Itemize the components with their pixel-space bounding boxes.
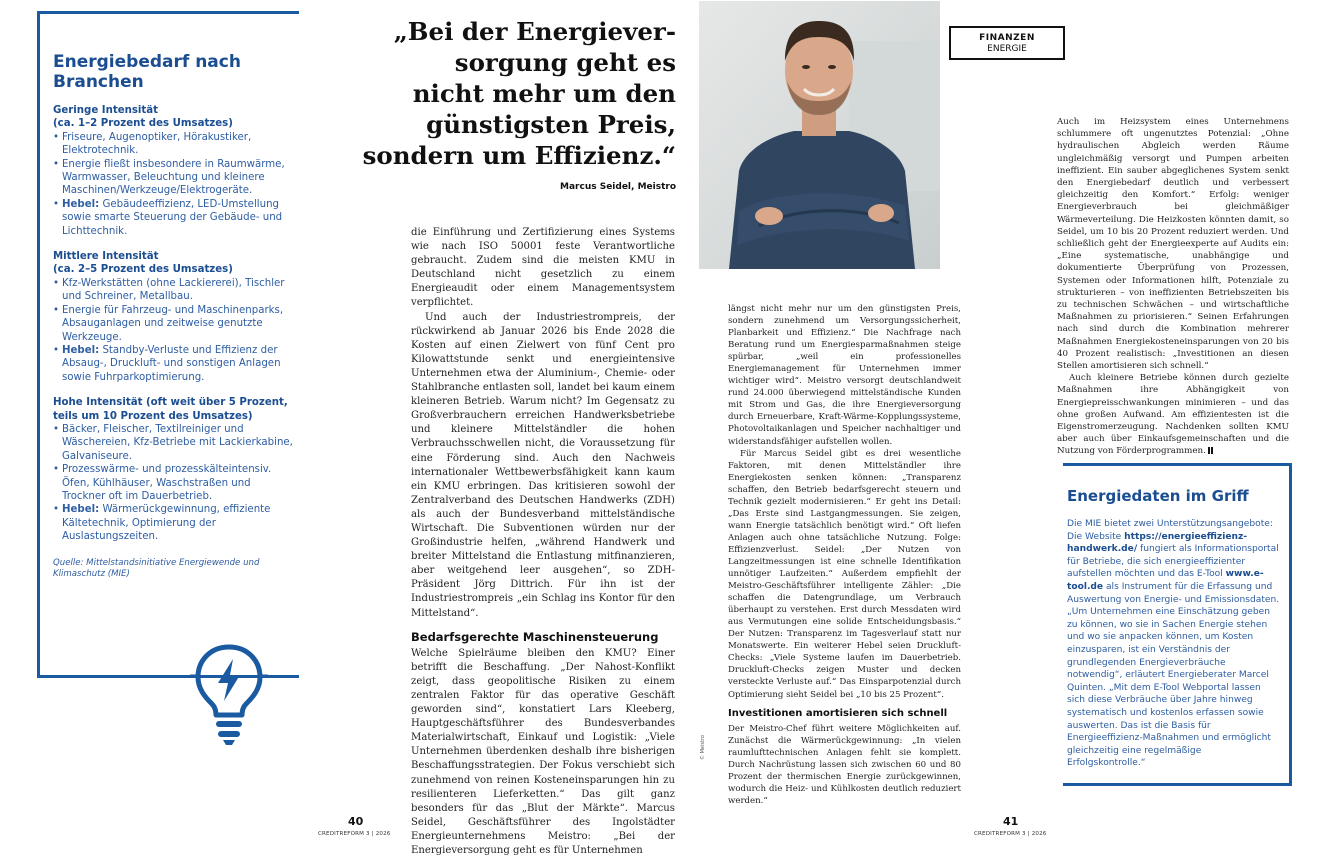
rubric-subcategory: ENERGIE: [987, 44, 1027, 54]
article-column-3: [1057, 116, 1289, 458]
info-box: [1067, 486, 1281, 770]
subheading: Investitionen amortisieren sich schnell: [728, 707, 948, 719]
paragraph: Und auch der Industriestrompreis, der rückwirkend ab Januar 2026 bis Ende 2028 die Kosten auf einen Zielwert von fünf Cent pro Kilowattstunde senkt und energieintensive Unternehmen etwa der Aluminium-, Chemie- oder Stahlbranche entlasten soll, landet bei kaum einem kleineren Betrieb. Warum nicht? Im Gegensatz zu Großverbrauchern erreichen Handwerksbetriebe und kleinere Mittelständler die hohen Verbrauchsschwellen nicht, die Voraussetzung für eine Förderung sind. Auch den Nachweis internationaler Wettbewerbsfähigkeit kann kaum ein KMU erbringen. Das kritisieren sowohl der Zentralverband des Deutschen Handwerks (ZDH) als auch der Bundesverband mittelständische Wirtschaft. Die Subventionen würden nur der Großindustrie helfen, „während Handwerk und breiter Mittelstand die Entlastung mitfinanzieren, aber weitgehend leer ausgehen“, so ZDH-Präsident Jörg Dittrich. Für ihn ist der Industriestrompreis „ein Schlag ins Kontor für den Mittelstand“.: [411, 311, 675, 619]
portrait-photo: [699, 1, 940, 269]
list-item: [53, 198, 293, 238]
sidebar-heading-line: Mittlere Intensität: [53, 251, 159, 263]
list-item: [53, 304, 293, 344]
info-box-text: [1067, 518, 1281, 770]
paragraph: Für Marcus Seidel gibt es drei wesentliche Faktoren, mit denen Mittelständler ihre Energiekosten senken können: „Transparenz schaffen, den Betrieb bedarfsgerecht steuern und Technik gezielt modernisieren.“ Er geht ins Detail: „Das Erste sind Lastgangmessungen. Sie zeigen, wann Energie tatsächlich benötigt wird.“ Oft liefen Anlagen auch ohne tatsächliche Nutzung. Folge: Effizienzverlust. Seidel: „Der Nutzen von Langzeitmessungen ist eine schnelle Identifikation unnötiger Laufzeiten.“ Außerdem empfiehlt der Meistro-Geschäftsführer intelligente Zähler: „Die schaffen die Datengrundlage, um Verbrauch überhaupt zu verstehen. Erst durch Messdaten wird aus Vermutungen eine solide Entscheidungsbasis.“ Der Nutzen: Transparenz im Tagesverlauf statt nur Monatswerte. Ein weiterer Hebel seien Druckluft-Checks: „Viele Systeme laufen im Dauerbetrieb. Druckluft-Checks zeigen Muster und decken versteckte Verluste auf.“ Das Einsparpotenzial durch Optimierung sieht Seidel bei „10 bis 25 Prozent“.: [728, 448, 961, 700]
list-item-text: Gebäudeeffizienz, LED-Umstellung sowie smarte Steuerung der Gebäude- und Lichttechnik.: [62, 198, 283, 237]
section-rubric: [949, 26, 1065, 60]
list-item: [53, 423, 293, 463]
sidebar-heading-line: Hohe Intensität (oft weit über 5 Prozent,: [53, 397, 288, 409]
list-item-lead: Hebel:: [62, 504, 100, 516]
list-item: [53, 277, 293, 304]
headline-line: nicht mehr um den: [412, 79, 676, 108]
quote-author: Marcus Seidel, Meistro: [560, 182, 676, 192]
info-text: Die MIE bietet zwei Unterstützungsangebote: Die Website: [1067, 519, 1273, 542]
paragraph-text: Auch kleinere Betriebe können durch gezielte Maßnahmen ihre Abhängigkeit von Energiepreisschwankungen minimieren – und das ohne großen Aufwand. Am effizientesten ist die Eigenstromerzeugung. Nachdenken sollten KMU aber auch über Einkaufsgemeinschaften und die Nutzung von Förderprogrammen.: [1057, 373, 1289, 457]
headline-line: günstigsten Preis,: [426, 110, 676, 139]
sidebar-section-heading: [53, 250, 293, 277]
sidebar-title: Energiebedarf nach Branchen: [53, 52, 241, 92]
sidebar-section-heading: [53, 396, 293, 423]
sidebar-heading-line: teils um 10 Prozent des Umsatzes): [53, 410, 253, 422]
sidebar-source: Quelle: Mittelstandsinitiative Energiewende und Klimaschutz (MIE): [53, 557, 260, 579]
sidebar-list: [53, 131, 293, 238]
list-item: [53, 131, 293, 158]
page-number-right: 41: [1003, 815, 1019, 828]
sidebar-list: [53, 423, 293, 544]
paragraph: die Einführung und Zertifizierung eines Systems wie nach ISO 50001 feste Verantwortliche gebraucht. Zudem sind die meisten KMU in Deutschland nicht gesetzlich zu einem Energieaudit oder einem Managementsystem verpflichtet.: [411, 227, 675, 309]
info-text: fungiert als Informationsportal für Betriebe, die sich energieeffizienter aufstellen möchten und das E-Tool: [1067, 544, 1279, 580]
paragraph: Welche Spielräume bleiben den KMU? Einer betrifft die Beschaffung. „Der Nahost-Konflikt zeigt, dass geopolitische Risiken zu einem zentralen Faktor für das operative Geschäft geworden sind“, konstatiert Lars Kleeberg, Hauptgeschäftsführer des Bundesverbandes Materialwirtschaft, Einkauf und Logistik: „Viele Unternehmen überdenken deshalb ihre bisherigen Beschaffungsstrategien. Der Fokus verschiebt sich zunehmend von reinen Kosteneinsparungen hin zu resilienteren Lieferketten.“ Das gilt ganz besonders für das „Blut der Märkte“. Marcus Seidel, Geschäftsführer des Ingolstädter Energieunternehmens Meistro: „Bei der Energieversorgung geht es für Unternehmen: [411, 647, 675, 857]
photo-credit: © Meistro: [700, 735, 706, 760]
info-box-title: Energiedaten im Griff: [1067, 487, 1249, 505]
subheading: Bedarfsgerechte Maschinensteuerung: [411, 629, 659, 644]
list-item-text: Prozesswärme- und prozesskälteintensiv. Öfen, Kühlhäuser, Waschstraßen und Trockner oft im Dauerbetrieb.: [62, 464, 272, 502]
paragraph: Auch im Heizsystem eines Unternehmens schlummere oft ungenutztes Potenzial: „Ohne hydraulischen Abgleich werden Räume ungleichmäßig versorgt und Pumpen arbeiten ineffizient. Ein sauber abgeglichenes System senkt den Energiebedarf deutlich und verbessert gleichzeitig den Komfort.“ Erfolg: weniger Energieverbrauch bei gleichmäßiger Wärmeverteilung. Die Heizkosten könnten damit, so Seidel, um 10 bis 20 Prozent reduziert werden. Und schließlich geht der Energieexperte auf Audits ein: „Eine systematische, unabhängige und dokumentierte Überprüfung von Prozessen, Systemen oder Informationen hilft, Potenziale zu strukturieren – von ineffizienten Betriebszeiten bis zu technischen Schwächen – und wirtschaftliche Maßnahmen zu priorisieren.“ Seinen Erfahrungen nach sind durch die Kombination mehrerer Maßnahmen Energiekosteneinsparungen von 20 bis 40 Prozent realistisch: „Investitionen an diesen Stellen amortisieren sich schnell.“: [1057, 117, 1289, 372]
rubric-category: FINANZEN: [979, 33, 1035, 43]
website-link[interactable]: https://energieeffizienz-handwerk.de/: [1067, 531, 1248, 555]
article-column-2: [728, 303, 961, 807]
list-item-text: Energie fließt insbesondere in Raumwärme, Warmwasser, Beleuchtung und kleinere Maschinen/Werkzeuge/Elektrogeräte.: [62, 158, 285, 197]
paragraph: längst nicht mehr nur um den günstigsten Preis, sondern zunehmend um Versorgungssicherheit, Planbarkeit und Effizienz.“ Die Nachfrage nach Beratung rund um Energiesparmaßnahmen steige spürbar, „weil ein professionelles Energiemanagement für Unternehmen immer wichtiger wird“. Meistro versorgt deutschlandweit rund 24.000 überwiegend mittelständische Kunden mit Strom und Gas, die ihre Energieversorgung durch Erneuerbare, Kraft-Wärme-Kopplungssysteme, Photovoltaikanlagen und Speicher nachhaltiger und widerstandsfähiger aufstellen wollen.: [728, 304, 961, 447]
list-item: [53, 344, 293, 384]
end-mark-icon: [1208, 447, 1210, 454]
sidebar-box: [53, 52, 293, 580]
headline-line: sondern um Effizienz.“: [362, 141, 676, 170]
etool-link[interactable]: www.e-tool.de: [1067, 569, 1264, 592]
list-item-lead: Hebel:: [62, 344, 100, 356]
sidebar-list: [53, 277, 293, 384]
headline-line: „Bei der Energiever-: [393, 17, 676, 46]
headline-line: sorgung geht es: [454, 48, 676, 77]
list-item-text: Energie für Fahrzeug- und Maschinenparks, Absauganlagen und zeitweise genutzte Werkzeuge.: [62, 304, 284, 343]
sidebar-section-heading: [53, 104, 293, 131]
list-item-text: Standby-Verluste und Effizienz der Absaug-, Druckluft- und sonstigen Anlagen sowie Fuhrparkoptimierung.: [62, 344, 281, 383]
list-item-lead: Hebel:: [62, 198, 100, 210]
sidebar-heading-line: (ca. 1–2 Prozent des Umsatzes): [53, 118, 233, 130]
list-item: [53, 463, 293, 503]
paragraph: Der Meistro-Chef führt weitere Möglichkeiten auf. Zunächst die Wärmerückgewinnung: „In vielen raumlufttechnischen Anlagen fehlt sie komplett. Durch Nachrüstung lassen sich zwischen 60 und 80 Prozent der thermischen Energie zurückgewinnen, wodurch die Heiz- und Kühlkosten deutlich reduziert werden.“: [728, 723, 961, 806]
lightbulb-bolt-icon: [190, 643, 268, 747]
headline-quote: [330, 16, 676, 171]
article-column-1: [411, 226, 675, 858]
footer-label-left: CREDITREFORM 3 | 2026: [318, 831, 391, 837]
list-item-text: Friseure, Augenoptiker, Hörakustiker, Elektrotechnik.: [62, 131, 252, 157]
list-item: [53, 158, 293, 198]
paragraph: [1057, 372, 1289, 457]
sidebar-heading-line: Geringe Intensität: [53, 105, 159, 116]
list-item-text: Kfz-Werkstätten (ohne Lackiererei), Tischler und Schreiner, Metallbau.: [62, 277, 285, 303]
sidebar-heading-line: (ca. 2–5 Prozent des Umsatzes): [53, 264, 233, 276]
page-number-left: 40: [348, 815, 364, 828]
info-text: als Instrument für die Erfassung und Auswertung von Energie- und Emissionsdaten. „Um Unternehmen eine Einschätzung geben zu können, wo sie in Sachen Energie stehen und wo sie anpacken können, um Kosten einzusparen, ist ein Verständnis der grundlegenden Energieverbräuche notwendig“, erläutert Energieberater Marcel Quinten. „Mit dem E-Tool Webportal lassen sich diese Verbräuche über Jahre hinweg systematisch und kostenlos erfassen sowie auswerten. Das ist die Basis für Energieeffizienz-Maßnahmen und ermöglicht gleichzeitig eine regelmäßige Erfolgskontrolle.“: [1067, 581, 1280, 769]
list-item: [53, 503, 293, 543]
footer-label-right: CREDITREFORM 3 | 2026: [974, 831, 1047, 837]
list-item-text: Bäcker, Fleischer, Textilreiniger und Wäschereien, Kfz-Betriebe mit Lackierkabine, Galvaniseure.: [62, 423, 293, 462]
list-item-text: Wärmerückgewinnung, effiziente Kältetechnik, Optimierung der Auslastungszeiten.: [62, 504, 271, 543]
sidebar-sections: [53, 104, 293, 544]
